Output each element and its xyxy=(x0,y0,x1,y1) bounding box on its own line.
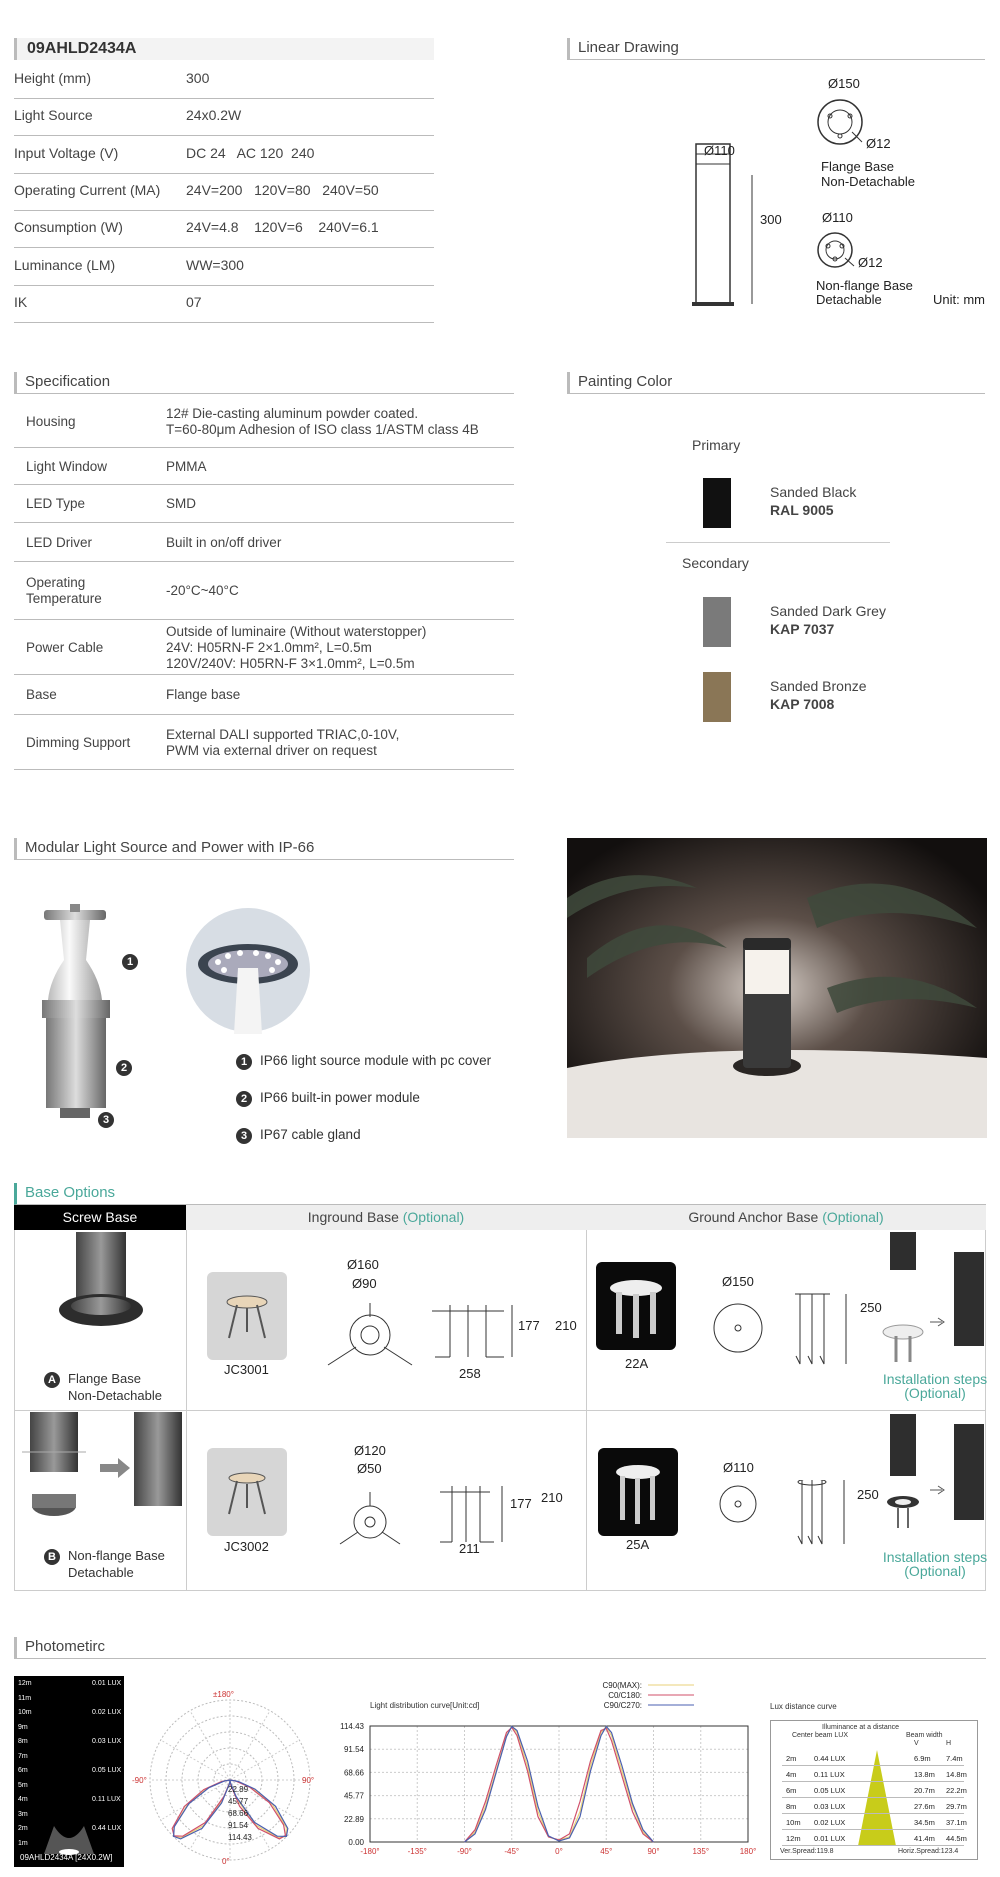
spec-key: Light Window xyxy=(26,458,108,474)
lux-row-line xyxy=(782,1765,964,1766)
x-tick-label: 180° xyxy=(739,1847,757,1856)
install-steps-2 xyxy=(880,1410,990,1560)
spec-value-line: Outside of luminaire (Without waterstopper) xyxy=(166,623,427,639)
lux-row-v: 27.6m xyxy=(914,1802,935,1811)
jc3002-photo xyxy=(207,1448,287,1536)
module-marker-3: 3 xyxy=(98,1110,122,1128)
polar-bottom: 0° xyxy=(222,1857,230,1866)
r1-d2: Ø90 xyxy=(352,1276,377,1291)
lux-row-l: 0.02 LUX xyxy=(814,1818,846,1827)
lux-row-m: 12m xyxy=(786,1834,801,1843)
lux-map-distance: 5m xyxy=(18,1781,28,1789)
polar-ring-label: 22.89 xyxy=(228,1785,249,1794)
inground-base-header xyxy=(186,1205,586,1230)
row-divider xyxy=(14,1410,986,1411)
spec-value xyxy=(166,535,281,551)
lux-row-m: 4m xyxy=(786,1770,797,1779)
spec-key: Dimming Support xyxy=(26,734,131,750)
param-row xyxy=(14,141,434,174)
nonflange-base-label: Non-flange Base xyxy=(816,278,913,293)
lux-row-m: 8m xyxy=(786,1802,797,1811)
param-row xyxy=(14,103,434,136)
ground-anchor-header xyxy=(586,1205,986,1230)
r1-h2: 210 xyxy=(555,1318,577,1333)
param-row xyxy=(14,178,434,211)
lux-row-v: 6.9m xyxy=(914,1754,931,1763)
module-text: IP66 built-in power module xyxy=(260,1090,420,1105)
color-name: Sanded Black xyxy=(770,484,857,500)
nonflange-base-caption xyxy=(44,1548,165,1580)
lux-row-m: 10m xyxy=(786,1818,801,1827)
flange-base-drawing xyxy=(818,100,862,144)
spec-value-line: Flange base xyxy=(166,687,241,702)
param-key: Input Voltage (V) xyxy=(14,144,119,161)
painting-color-title: Painting Color xyxy=(567,372,985,394)
ground-optional: (Optional) xyxy=(822,1209,884,1225)
install-1-l1: Installation steps xyxy=(882,1371,988,1387)
polar-chart xyxy=(140,1690,320,1870)
param-value: 24V=4.8 120V=6 240V=6.1 xyxy=(186,219,379,236)
color-name: Sanded Dark Grey xyxy=(770,603,886,619)
lux-map-distance: 2m xyxy=(18,1825,28,1832)
polar-ring-label: 45.77 xyxy=(228,1797,249,1806)
lux-map-footer: 09AHLD2434A [24X0.2W] xyxy=(20,1853,113,1862)
module-illustration xyxy=(30,900,150,1130)
lux-row-l: 0.05 LUX xyxy=(814,1786,846,1795)
r1-h1: 177 xyxy=(518,1318,540,1333)
dim-d110b: Ø110 xyxy=(822,210,853,225)
color-name: Sanded Bronze xyxy=(770,678,867,694)
r2-ah: 250 xyxy=(857,1487,879,1502)
x-tick-label: 90° xyxy=(647,1847,660,1856)
color-code: KAP 7008 xyxy=(770,696,835,712)
bollard-drawing xyxy=(692,144,752,306)
horiz-spread: Horiz.Spread:123.4 xyxy=(898,1848,959,1855)
nonflange-base-photo xyxy=(22,1412,187,1542)
lux-row-h: 7.4m xyxy=(946,1754,963,1763)
param-key: Luminance (LM) xyxy=(14,256,116,273)
lux-map-beam xyxy=(14,1676,124,1867)
install-steps-2-label xyxy=(880,1550,990,1578)
flange-base-label-2: Non-Detachable xyxy=(821,174,915,189)
lux-row-h: 44.5m xyxy=(946,1834,967,1843)
lux-row-l: 0.44 LUX xyxy=(814,1754,846,1763)
spec-key: LED Driver xyxy=(26,534,93,550)
lux-map-value: 0.44 LUX xyxy=(92,1825,122,1832)
x-tick-label: -135° xyxy=(407,1847,427,1856)
nonflange-caption-2: Detachable xyxy=(68,1565,134,1580)
spec-row xyxy=(14,562,514,620)
lux-row-l: 0.01 LUX xyxy=(814,1834,846,1843)
inground-drawing-2 xyxy=(330,1478,520,1558)
spec-value-line: T=60-80μm Adhesion of ISO class 1/ASTM class 4B xyxy=(166,422,479,437)
module-legend-item xyxy=(236,1053,491,1070)
flange-base-label: Flange Base xyxy=(821,159,894,174)
param-value: 24V=200 120V=80 240V=50 xyxy=(186,181,379,198)
color-swatch xyxy=(703,672,731,722)
anchor-drawing-1 xyxy=(710,1290,860,1370)
legend-label: C90(MAX): xyxy=(602,1681,642,1690)
lux-map-value: 0.02 LUX xyxy=(92,1709,122,1716)
led-module-closeup xyxy=(184,906,312,1034)
polar-top: ±180° xyxy=(213,1690,234,1699)
lux-row-l: 0.11 LUX xyxy=(814,1770,845,1779)
x-tick-label: -180° xyxy=(360,1847,380,1856)
lux-distance-c2: Beam width xyxy=(906,1732,943,1739)
lux-map-distance: 12m xyxy=(18,1680,32,1687)
r1-w: 258 xyxy=(459,1366,481,1381)
polar-right: 90° xyxy=(302,1776,315,1785)
spec-key: Operating Temperature xyxy=(26,575,102,606)
module-number: 3 xyxy=(236,1128,252,1144)
dim-h300: 300 xyxy=(760,212,782,227)
spec-row xyxy=(14,523,514,562)
x-tick-label: 0° xyxy=(555,1847,563,1856)
lux-row-line xyxy=(782,1813,964,1814)
lux-map-value: 0.03 LUX xyxy=(92,1738,122,1745)
lux-map-value: 0.11 LUX xyxy=(92,1796,121,1803)
color-swatch xyxy=(703,478,731,528)
secondary-label: Secondary xyxy=(682,555,749,571)
painting-divider xyxy=(666,542,890,543)
param-value: 24x0.2W xyxy=(186,107,242,124)
spec-value-line: 24V: H05RN-F 2×1.0mm², L=0.5m xyxy=(166,639,372,655)
x-tick-label: 135° xyxy=(692,1847,710,1856)
lux-map-value: 0.05 LUX xyxy=(92,1767,122,1774)
module-marker-1: 1 xyxy=(122,952,146,970)
lux-distance-c1: Center beam LUX xyxy=(792,1732,849,1739)
legend-label: C90/C270: xyxy=(603,1701,642,1710)
spec-row xyxy=(14,675,514,715)
dim-d150: Ø150 xyxy=(828,76,860,91)
param-row xyxy=(14,215,434,248)
lux-map-distance: 4m xyxy=(18,1796,28,1803)
polar-ring-label: 68.66 xyxy=(228,1809,249,1818)
jc3001-photo xyxy=(207,1272,287,1360)
lux-row-l: 0.03 LUX xyxy=(814,1802,846,1811)
spec-value xyxy=(166,624,426,672)
y-tick-label: 0.00 xyxy=(348,1838,364,1847)
screw-base-header: Screw Base xyxy=(14,1205,186,1230)
lux-distance-h: H xyxy=(946,1740,952,1747)
flange-caption-1: Flange Base xyxy=(68,1371,141,1386)
spec-value-line: 12# Die-casting aluminum powder coated. xyxy=(166,406,419,421)
lux-map-distance: 11m xyxy=(18,1694,32,1702)
jc3002-label: JC3002 xyxy=(224,1539,269,1554)
spec-key: Housing xyxy=(26,414,76,429)
module-text: IP67 cable gland xyxy=(260,1127,361,1142)
x-tick-label: -45° xyxy=(504,1847,520,1856)
lux-map-distance: 6m xyxy=(18,1767,28,1774)
r2-h1: 177 xyxy=(510,1496,532,1511)
spec-value xyxy=(166,687,240,703)
lux-map-distance: 10m xyxy=(18,1709,32,1716)
polar-spoke xyxy=(190,1711,230,1780)
color-code: RAL 9005 xyxy=(770,502,834,518)
lux-row-v: 20.7m xyxy=(914,1786,935,1795)
y-tick-label: 91.54 xyxy=(343,1745,364,1755)
lux-distance-head: Illuminance at a distance xyxy=(822,1724,900,1731)
polar-spoke xyxy=(161,1740,230,1780)
lux-row-v: 13.8m xyxy=(914,1770,935,1779)
lux-row-line xyxy=(782,1845,964,1846)
color-code: KAP 7037 xyxy=(770,621,835,637)
dim-d12a: Ø12 xyxy=(866,136,891,151)
inground-drawing-1 xyxy=(320,1295,520,1375)
lux-map-distance: 9m xyxy=(18,1723,28,1731)
module-legend-item xyxy=(236,1127,361,1144)
anchor-25a-label: 25A xyxy=(626,1537,650,1552)
nonflange-base-drawing xyxy=(818,233,854,267)
ver-spread: Ver.Spread:119.8 xyxy=(780,1848,834,1855)
lux-row-line xyxy=(782,1781,964,1782)
spec-value xyxy=(166,727,399,759)
linear-drawing-title: Linear Drawing xyxy=(567,38,985,60)
inground-optional: (Optional) xyxy=(402,1209,465,1225)
lux-row-line xyxy=(782,1829,964,1830)
r2-ad: Ø110 xyxy=(723,1460,754,1475)
spec-row xyxy=(14,620,514,675)
module-text: IP66 light source module with pc cover xyxy=(260,1053,492,1068)
lux-map-distance: 3m xyxy=(18,1810,28,1818)
base-options-title: Base Options xyxy=(14,1183,986,1205)
lux-row-m: 6m xyxy=(786,1786,797,1795)
light-distribution-chart xyxy=(330,1678,760,1873)
spec-value-line: External DALI supported TRIAC,0-10V, xyxy=(166,726,400,742)
spec-key: LED Type xyxy=(26,496,86,511)
param-key: IK xyxy=(14,293,28,310)
install-steps-1-label xyxy=(880,1372,990,1400)
param-row xyxy=(14,253,434,286)
spec-value-line: PWM via external driver on request xyxy=(166,742,377,758)
polar-spoke xyxy=(230,1711,270,1780)
install-1-l2: (Optional) xyxy=(904,1385,966,1401)
polar-left: -90° xyxy=(132,1776,147,1785)
lux-row-h: 37.1m xyxy=(946,1818,967,1827)
spec-value xyxy=(166,496,196,512)
color-swatch xyxy=(703,597,731,647)
spec-key: Base xyxy=(26,687,57,702)
lux-row-h: 14.8m xyxy=(946,1770,967,1779)
lux-map-distance: 7m xyxy=(18,1752,28,1760)
lux-row-h: 29.7m xyxy=(946,1802,967,1811)
unit-label: Unit: mm xyxy=(933,292,985,307)
model-title: 09AHLD2434A xyxy=(14,38,434,60)
module-number: 2 xyxy=(236,1091,252,1107)
r2-d1: Ø120 xyxy=(354,1443,386,1458)
lux-map-value: 0.01 LUX xyxy=(92,1680,122,1687)
lux-distance-title: Lux distance curve xyxy=(770,1702,837,1711)
dim-d110: Ø110 xyxy=(704,143,735,158)
photometric-title: Photometirc xyxy=(14,1637,986,1659)
lux-distance-v: V xyxy=(914,1740,919,1747)
install-steps-1 xyxy=(880,1232,990,1372)
product-photo xyxy=(567,838,987,1138)
install-2-l2: (Optional) xyxy=(904,1563,966,1579)
r2-d2: Ø50 xyxy=(357,1461,382,1476)
nonflange-base-label-2: Detachable xyxy=(816,292,882,307)
module-legend-item xyxy=(236,1090,420,1107)
polar-ring-label: 91.54 xyxy=(228,1821,249,1830)
param-row xyxy=(14,66,434,99)
lux-row-v: 41.4m xyxy=(914,1834,935,1843)
spec-value xyxy=(166,459,207,475)
lux-row-h: 22.2m xyxy=(946,1786,967,1795)
spec-value-line: -20°C~40°C xyxy=(166,583,239,598)
y-tick-label: 114.43 xyxy=(340,1722,364,1731)
lux-map-distance: 8m xyxy=(18,1738,28,1745)
chart-title: Light distribution curve[Unit:cd] xyxy=(370,1701,480,1710)
r2-w: 211 xyxy=(459,1541,480,1556)
param-value: 07 xyxy=(186,293,202,310)
lux-row-line xyxy=(782,1797,964,1798)
anchor-drawing-2 xyxy=(716,1480,866,1560)
module-number: 1 xyxy=(236,1054,252,1070)
inground-base-label: Inground Base xyxy=(307,1209,403,1225)
flange-letter: A xyxy=(44,1372,60,1388)
y-tick-label: 22.89 xyxy=(343,1814,364,1824)
linear-drawing xyxy=(680,70,1000,310)
flange-base-caption xyxy=(44,1371,162,1403)
polar-ring-label: 114.43 xyxy=(228,1833,252,1842)
modular-title: Modular Light Source and Power with IP-66 xyxy=(14,838,514,860)
spec-key: Power Cable xyxy=(26,639,104,655)
y-tick-label: 45.77 xyxy=(343,1791,364,1801)
spec-value-line: SMD xyxy=(166,496,196,511)
polar-spoke xyxy=(230,1740,299,1780)
anchor-25a-photo xyxy=(598,1448,678,1536)
lux-row-m: 2m xyxy=(786,1754,797,1763)
x-tick-label: -90° xyxy=(457,1847,472,1856)
polar-spoke xyxy=(190,1780,230,1849)
param-value: DC 24 AC 120 240 xyxy=(186,144,315,161)
anchor-22a-label: 22A xyxy=(625,1356,649,1371)
polar-spoke xyxy=(161,1780,230,1820)
spec-value-line: Built in on/off driver xyxy=(166,534,282,550)
spec-row xyxy=(14,715,514,770)
jc3001-label: JC3001 xyxy=(224,1362,269,1377)
x-tick-label: 45° xyxy=(600,1847,613,1856)
r1-d1: Ø160 xyxy=(347,1257,379,1272)
module-marker-2: 2 xyxy=(116,1058,140,1076)
r1-ah: 250 xyxy=(860,1300,882,1315)
flange-caption-2: Non-Detachable xyxy=(68,1388,162,1403)
r2-h2: 210 xyxy=(541,1490,563,1505)
primary-label: Primary xyxy=(692,437,741,453)
dim-d12b: Ø12 xyxy=(858,255,883,270)
y-tick-label: 68.66 xyxy=(343,1768,364,1778)
param-value: 300 xyxy=(186,70,210,86)
spec-row xyxy=(14,396,514,448)
param-key: Light Source xyxy=(14,107,93,124)
install-2-l1: Installation steps xyxy=(882,1549,988,1565)
specification-title: Specification xyxy=(14,372,514,394)
nonflange-letter: B xyxy=(44,1549,60,1565)
spec-value xyxy=(166,406,479,438)
nonflange-caption-1: Non-flange Base xyxy=(68,1548,165,1563)
param-row xyxy=(14,290,434,323)
param-key: Height (mm) xyxy=(14,70,92,86)
param-key: Operating Current (MA) xyxy=(14,181,161,198)
spec-row xyxy=(14,485,514,523)
anchor-22a-photo xyxy=(596,1262,676,1350)
ground-anchor-label: Ground Anchor Base xyxy=(688,1209,823,1225)
lux-row-v: 34.5m xyxy=(914,1818,935,1827)
r1-ad: Ø150 xyxy=(722,1274,754,1289)
spec-value xyxy=(166,583,239,599)
spec-row xyxy=(14,448,514,485)
param-value: WW=300 xyxy=(186,256,244,273)
spec-value-line: PMMA xyxy=(166,458,207,474)
param-key: Consumption (W) xyxy=(14,219,123,236)
legend-label: C0/C180: xyxy=(608,1691,642,1700)
lux-map-distance: 1m xyxy=(18,1839,28,1847)
spec-value-line: 120V/240V: H05RN-F 3×1.0mm², L=0.5m xyxy=(166,655,415,671)
flange-base-photo xyxy=(56,1232,146,1332)
